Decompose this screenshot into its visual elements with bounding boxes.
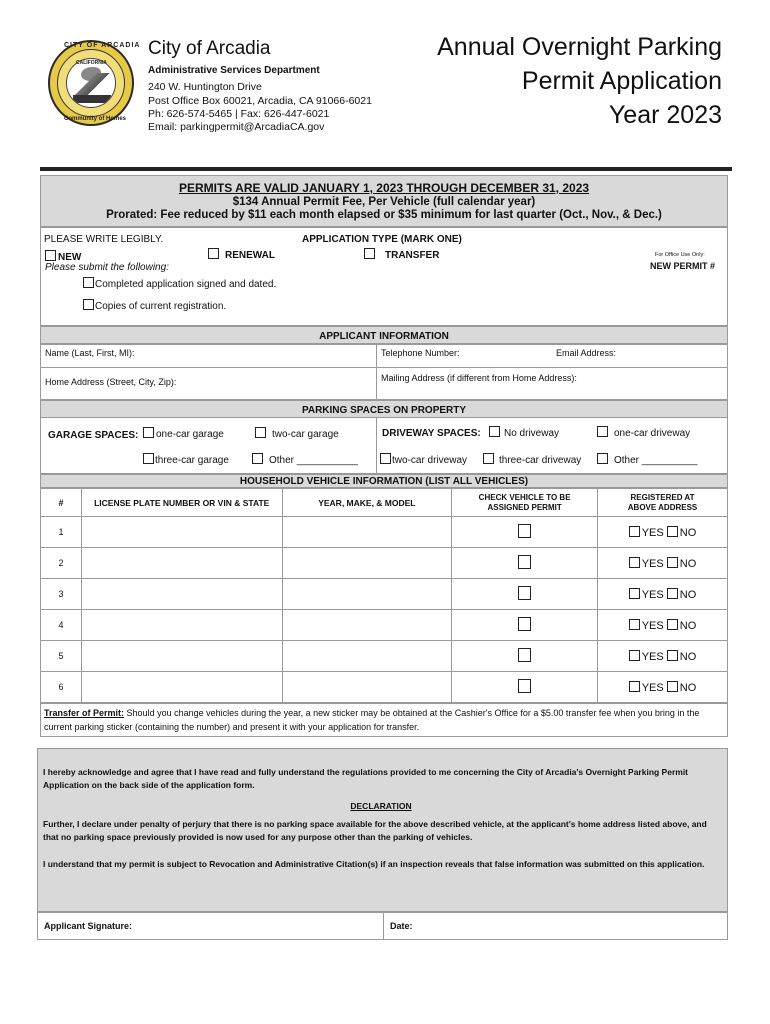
driveway-checkbox[interactable]: [483, 453, 494, 464]
col-plate-header: LICENSE PLATE NUMBER OR VIN & STATE: [81, 489, 282, 517]
phone-fax-line: Ph: 626-574-5465 | Fax: 626-447-6021: [148, 108, 330, 120]
driveway-checkbox[interactable]: [597, 453, 608, 464]
registered-no-checkbox[interactable]: [667, 588, 678, 599]
plate-input-cell[interactable]: [81, 548, 282, 579]
declaration-heading: DECLARATION: [350, 801, 412, 811]
driveway-checkbox[interactable]: [380, 453, 391, 464]
parking-divider: [376, 418, 377, 474]
yes-label: YES: [641, 681, 664, 694]
transfer-label: Transfer of Permit:: [44, 708, 125, 718]
ymm-input-cell[interactable]: [282, 517, 452, 548]
table-row: [41, 517, 728, 548]
applicant-heading: APPLICANT INFORMATION: [319, 331, 449, 342]
yes-label: YES: [641, 650, 664, 663]
garage-spaces-label: GARAGE SPACES:: [48, 430, 139, 441]
requirement-item[interactable]: [83, 277, 276, 290]
seal-text-state: CALIFORNIA: [76, 60, 107, 66]
requirement-label: Copies of current registration.: [95, 301, 227, 312]
type-transfer-option[interactable]: [364, 248, 439, 261]
requirement-label: Completed application signed and dated.: [95, 279, 277, 290]
registered-no-checkbox[interactable]: [667, 526, 678, 537]
transfer-note: [44, 706, 724, 734]
no-label: NO: [679, 681, 697, 694]
registered-no-checkbox[interactable]: [667, 650, 678, 661]
validity-text: PERMITS ARE VALID JANUARY 1, 2023 THROUGH DECEMBER 31, 2023: [178, 181, 590, 195]
driveway-option[interactable]: [489, 426, 559, 439]
signature-label: Applicant Signature:: [44, 921, 133, 931]
prorated-text: Prorated: Fee reduced by $11 each month elapsed or $35 minimum for last quarter (Oct., Nov., & Dec.): [106, 209, 662, 221]
registered-no-checkbox[interactable]: [667, 681, 678, 692]
driveway-option-label: Other __________: [614, 455, 698, 466]
garage-option-label: one-car garage: [156, 429, 224, 440]
driveway-option[interactable]: [597, 453, 697, 466]
vehicle-table-header: [41, 489, 728, 517]
title-line: Annual Overnight Parking: [437, 33, 722, 61]
registered-yes-checkbox[interactable]: [629, 650, 640, 661]
header-divider: [40, 167, 732, 171]
assign-permit-checkbox[interactable]: [518, 679, 531, 693]
driveway-option-label: two-car driveway: [392, 455, 468, 466]
title-line: Year 2023: [608, 101, 722, 129]
signature-field[interactable]: [37, 912, 384, 940]
driveway-option-label: one-car driveway: [614, 428, 691, 439]
ymm-input-cell[interactable]: [282, 610, 452, 641]
seal-mountain-icon: [71, 73, 113, 95]
row-number: 3: [41, 579, 82, 610]
driveway-option[interactable]: [380, 453, 467, 466]
parking-heading: PARKING SPACES ON PROPERTY: [301, 405, 467, 416]
assign-permit-checkbox[interactable]: [518, 555, 531, 569]
driveway-option-label: No driveway: [504, 428, 560, 439]
no-label: NO: [679, 650, 697, 663]
table-row: [41, 641, 728, 672]
write-legibly-note: PLEASE WRITE LEGIBLY.: [44, 234, 164, 245]
col-ymm-header: YEAR, MAKE, & MODEL: [282, 489, 452, 517]
page-title: [437, 30, 722, 132]
registered-yes-checkbox[interactable]: [629, 619, 640, 630]
date-label: Date:: [390, 921, 413, 931]
yes-label: YES: [641, 588, 664, 601]
driveway-checkbox[interactable]: [597, 426, 608, 437]
perjury-text: Further, I declare under penalty of perjury that there is no parking space available for the above described vehicle, at the applicant's home address listed above, and that no parking space previously provided is now used for any purpose other than the parking of vehicles.: [43, 819, 707, 842]
revocation-text: I understand that my permit is subject to Revocation and Administrative Citation(s) if an inspection reveals that false information was submitted on this application.: [43, 859, 705, 869]
garage-option[interactable]: [252, 453, 358, 466]
vehicles-heading-bar: [40, 474, 728, 488]
garage-option-label: three-car garage: [155, 455, 229, 466]
vehicles-heading: HOUSEHOLD VEHICLE INFORMATION (LIST ALL VEHICLES): [239, 476, 529, 487]
ymm-input-cell[interactable]: [282, 579, 452, 610]
no-label: NO: [679, 588, 697, 601]
transfer-text: Should you change vehicles during the year, a new sticker may be obtained at the Cashier's Office for a $5.00 transfer fee when you bring in the current parking sticker (containing the number) and present it with your application for transfer.: [44, 708, 700, 732]
ymm-input-cell[interactable]: [282, 672, 452, 703]
row-number: 5: [41, 641, 82, 672]
city-name: City of Arcadia: [148, 38, 271, 59]
row-number: 2: [41, 548, 82, 579]
date-field[interactable]: [383, 912, 728, 940]
new-permit-number-label: NEW PERMIT #: [650, 261, 716, 271]
seal-band: [73, 95, 111, 103]
application-type-heading: APPLICATION TYPE (MARK ONE): [302, 234, 462, 245]
mailing-address-label: Mailing Address (if different from Home Address):: [381, 373, 577, 383]
new-checkbox[interactable]: [45, 250, 56, 261]
ymm-input-cell[interactable]: [282, 641, 452, 672]
garage-option-label: Other ___________: [269, 455, 358, 466]
garage-checkbox[interactable]: [255, 427, 266, 438]
row-number: 1: [41, 517, 82, 548]
requirement-checkbox[interactable]: [83, 299, 94, 310]
row-number: 6: [41, 672, 82, 703]
city-seal-logo: [48, 40, 141, 126]
parking-heading-bar: [40, 400, 728, 418]
address-line: 240 W. Huntington Drive: [148, 81, 262, 93]
department-name: Administrative Services Department: [148, 65, 320, 76]
vehicle-table: [40, 488, 728, 703]
driveway-option[interactable]: [597, 426, 690, 439]
no-label: NO: [679, 526, 697, 539]
address-cell-divider: [376, 368, 377, 400]
office-use-note: For Office Use Only:: [655, 252, 705, 258]
col-check-header: CHECK VEHICLE TO BE ASSIGNED PERMIT: [452, 489, 598, 517]
table-row: [41, 579, 728, 610]
acknowledgement-text: I hereby acknowledge and agree that I have read and fully understand the regulations provided to me concerning the City of Arcadia's Overnight Parking Permit Application on the back side of the application form.: [43, 767, 689, 790]
table-row: [41, 672, 728, 703]
garage-checkbox[interactable]: [143, 427, 154, 438]
assign-permit-checkbox[interactable]: [518, 586, 531, 600]
renewal-checkbox[interactable]: [208, 248, 219, 259]
permit-info-section: [40, 175, 728, 227]
registered-yes-checkbox[interactable]: [629, 681, 640, 692]
ymm-input-cell[interactable]: [282, 548, 452, 579]
table-row: [41, 610, 728, 641]
plate-input-cell[interactable]: [81, 517, 282, 548]
table-row: [41, 548, 728, 579]
garage-option[interactable]: [143, 453, 229, 466]
col-number-header: #: [41, 489, 82, 517]
yes-label: YES: [641, 526, 664, 539]
plate-input-cell[interactable]: [81, 672, 282, 703]
requirement-item[interactable]: [83, 299, 226, 312]
applicant-heading-bar: [40, 326, 728, 344]
driveway-option-label: three-car driveway: [499, 455, 582, 466]
home-address-label: Home Address (Street, City, Zip):: [45, 377, 177, 387]
requirement-checkbox[interactable]: [83, 277, 94, 288]
fee-text: $134 Annual Permit Fee, Per Vehicle (full calendar year): [232, 196, 536, 208]
title-line: Permit Application: [521, 67, 722, 95]
registered-no-checkbox[interactable]: [667, 557, 678, 568]
submit-following-note: Please submit the following:: [45, 262, 169, 273]
no-label: NO: [679, 619, 697, 632]
assign-permit-checkbox[interactable]: [518, 617, 531, 631]
yes-label: YES: [641, 557, 664, 570]
garage-option[interactable]: [255, 427, 339, 440]
garage-option[interactable]: [143, 427, 224, 440]
garage-checkbox[interactable]: [252, 453, 263, 464]
type-renewal-option[interactable]: [208, 248, 275, 261]
col-registered-header: REGISTERED AT ABOVE ADDRESS: [598, 489, 728, 517]
seal-text-bottom: Community of Homes: [64, 116, 127, 122]
type-renewal-label: RENEWAL: [225, 250, 275, 261]
plate-input-cell[interactable]: [81, 579, 282, 610]
plate-input-cell[interactable]: [81, 610, 282, 641]
address-line: Post Office Box 60021, Arcadia, CA 91066-6021: [148, 95, 372, 107]
assign-permit-checkbox[interactable]: [518, 648, 531, 662]
no-label: NO: [679, 557, 697, 570]
seal-text-top: CITY OF ARCADIA: [64, 42, 141, 49]
row-number: 4: [41, 610, 82, 641]
registered-yes-checkbox[interactable]: [629, 557, 640, 568]
yes-label: YES: [641, 619, 664, 632]
plate-input-cell[interactable]: [81, 641, 282, 672]
registered-yes-checkbox[interactable]: [629, 588, 640, 599]
email-field-label: Email Address:: [556, 348, 617, 358]
transfer-checkbox[interactable]: [364, 248, 375, 259]
type-transfer-label: TRANSFER: [385, 250, 440, 261]
phone-field-label: Telephone Number:: [381, 348, 460, 358]
garage-option-label: two-car garage: [272, 429, 339, 440]
registered-no-checkbox[interactable]: [667, 619, 678, 630]
garage-checkbox[interactable]: [143, 453, 154, 464]
type-new-label: NEW: [58, 252, 82, 263]
email-line: Email: parkingpermit@ArcadiaCA.gov: [148, 121, 325, 133]
driveway-spaces-label: DRIVEWAY SPACES:: [382, 428, 481, 439]
driveway-checkbox[interactable]: [489, 426, 500, 437]
registered-yes-checkbox[interactable]: [629, 526, 640, 537]
assign-permit-checkbox[interactable]: [518, 524, 531, 538]
driveway-option[interactable]: [483, 453, 581, 466]
name-field-label: Name (Last, First, MI):: [45, 348, 135, 358]
